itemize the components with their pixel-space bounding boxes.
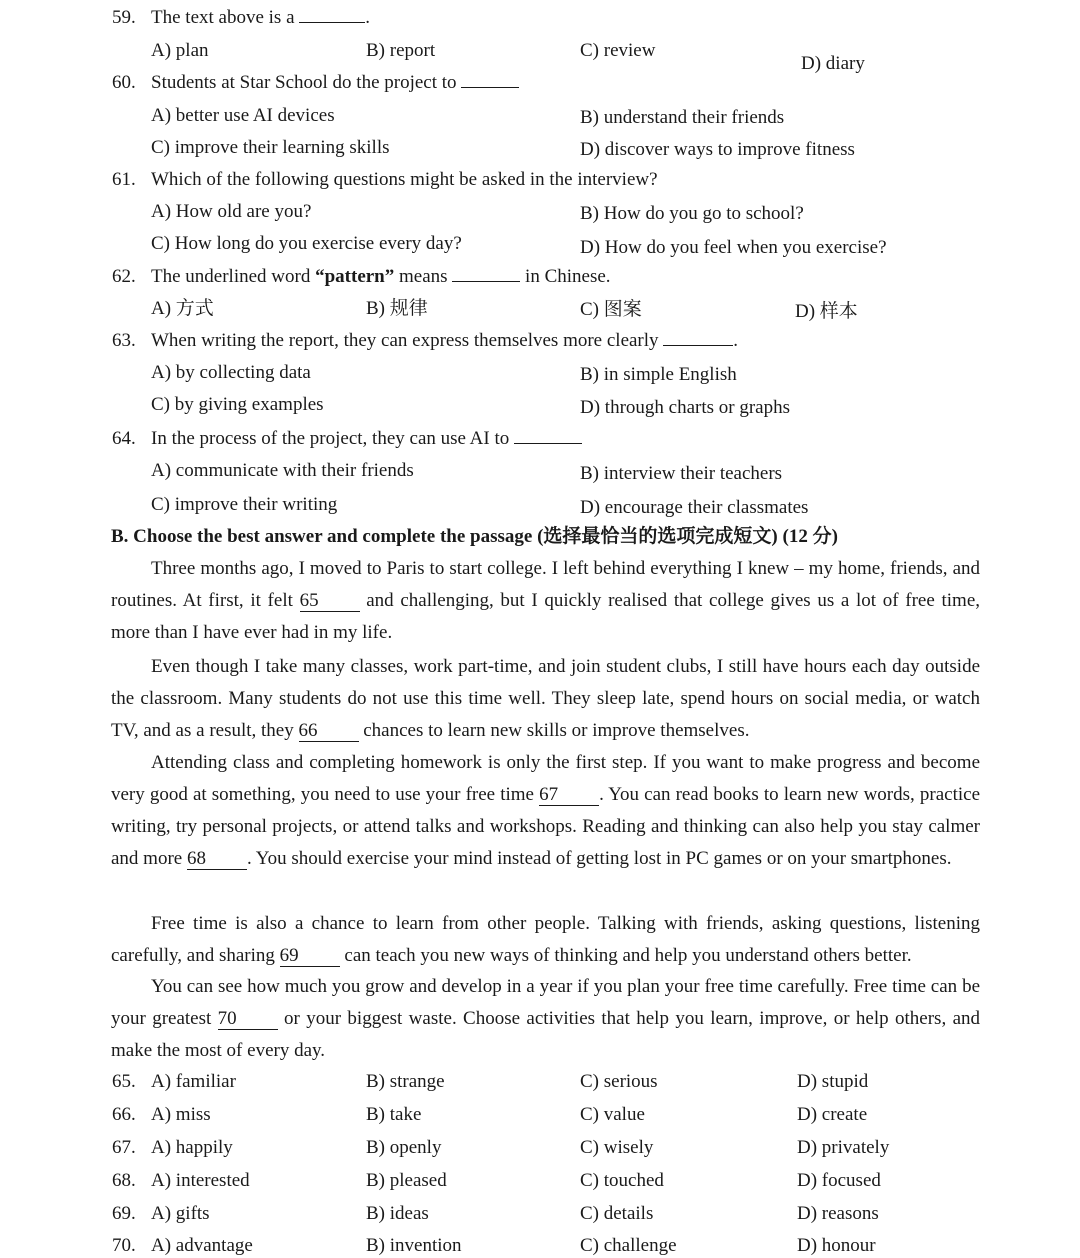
choice-number: 69. (112, 1203, 136, 1224)
option-a[interactable]: A) miss (151, 1104, 211, 1125)
stem-punctuation: . (733, 330, 739, 351)
option-c[interactable]: C) review (580, 40, 656, 61)
option-d[interactable]: D) reasons (797, 1203, 879, 1224)
option-c[interactable]: C) improve their writing (151, 494, 338, 515)
passage-text: Even though I take many classes, work part-time, and join student clubs, I still have hours each day outside the classroom. Many students do not use this time well. They sleep late, spend hours on social media, or watch TV, and as a result, they (111, 656, 980, 741)
answer-blank[interactable] (461, 87, 519, 88)
choice-number: 67. (112, 1137, 136, 1158)
question-number: 63. (112, 330, 136, 351)
option-b[interactable]: B) take (366, 1104, 422, 1125)
option-a[interactable]: A) familiar (151, 1071, 236, 1092)
passage-text: . You can read books to learn new words, practice writing, try personal projects, or attend talks and workshops. Reading and thinking can also help you stay calmer and more (111, 784, 980, 869)
option-a[interactable]: A) happily (151, 1137, 233, 1158)
passage-text: and challenging, but I quickly realised that college gives us a lot of free time, more than I have ever had in my life. (111, 590, 980, 643)
passage-text: Attending class and completing homework is only the first step. If you want to make progress and become very good at something, you need to use your free time (111, 752, 980, 805)
question-stem: Which of the following questions might be asked in the interview? (151, 169, 658, 190)
passage-blank-67[interactable]: 67 (539, 785, 599, 806)
passage-text: chances to learn new skills or improve themselves. (363, 720, 750, 741)
underlined-word: “pattern” (315, 266, 395, 287)
option-b[interactable]: B) ideas (366, 1203, 429, 1224)
question-stem (151, 329, 738, 353)
option-c[interactable]: C) 图案 (580, 299, 642, 320)
passage-paragraph-1 (111, 553, 980, 649)
option-d[interactable]: D) focused (797, 1170, 881, 1191)
choice-number: 70. (112, 1235, 136, 1256)
question-number: 59. (112, 7, 136, 28)
question-stem-text: When writing the report, they can express themselves more clearly (151, 330, 659, 351)
passage-blank-66[interactable]: 66 (299, 721, 359, 742)
option-b[interactable]: B) in simple English (580, 364, 737, 385)
question-number: 62. (112, 266, 136, 287)
passage-text: . You should exercise your mind instead of getting lost in PC games or on your smartphones. (246, 848, 952, 869)
answer-blank[interactable] (299, 22, 365, 23)
question-stem-text: in Chinese. (525, 266, 611, 287)
choice-number: 66. (112, 1104, 136, 1125)
option-d[interactable]: D) discover ways to improve fitness (580, 139, 855, 160)
question-stem-text: means (399, 266, 448, 287)
question-stem-text: The underlined word (151, 266, 311, 287)
question-number: 61. (112, 169, 136, 190)
question-stem (151, 71, 519, 95)
option-d[interactable]: D) diary (801, 53, 865, 74)
passage-paragraph-5 (111, 971, 980, 1067)
option-d[interactable]: D) encourage their classmates (580, 497, 809, 518)
section-b-heading: B. Choose the best answer and complete the passage (选择最恰当的选项完成短文) (12 分) (111, 526, 838, 547)
option-d[interactable]: D) through charts or graphs (580, 397, 791, 418)
option-d[interactable]: D) How do you feel when you exercise? (580, 237, 887, 258)
answer-blank[interactable] (663, 345, 733, 346)
option-b[interactable]: B) pleased (366, 1170, 447, 1191)
passage-text: or your biggest waste. Choose activities that help you learn, improve, or help others, and make the most of every day. (111, 1008, 981, 1061)
passage-text: can teach you new ways of thinking and help you understand others better. (344, 945, 912, 966)
question-stem (151, 265, 611, 289)
option-b[interactable]: B) report (366, 40, 436, 61)
option-c[interactable]: C) How long do you exercise every day? (151, 233, 462, 254)
option-b[interactable]: B) How do you go to school? (580, 203, 804, 224)
option-a[interactable]: A) by collecting data (151, 362, 311, 383)
passage-text: Three months ago, I moved to Paris to start college. I left behind everything I knew – my home, friends, and routines. At first, it felt (111, 558, 980, 611)
option-d[interactable]: D) 样本 (795, 301, 858, 322)
option-a[interactable]: A) gifts (151, 1203, 210, 1224)
option-d[interactable]: D) honour (797, 1235, 876, 1256)
option-a[interactable]: A) communicate with their friends (151, 460, 414, 481)
option-d[interactable]: D) privately (797, 1137, 890, 1158)
option-b[interactable]: B) openly (366, 1137, 442, 1158)
passage-text: You can see how much you grow and develop in a year if you plan your free time carefully. Free time can be your greatest (111, 976, 980, 1029)
question-stem-text: The text above is a (151, 7, 295, 28)
option-a[interactable]: A) How old are you? (151, 201, 312, 222)
option-c[interactable]: C) value (580, 1104, 645, 1125)
passage-text: Free time is also a chance to learn from other people. Talking with friends, asking questions, listening carefully, and sharing (111, 913, 980, 966)
option-b[interactable]: B) 规律 (366, 298, 428, 319)
option-d[interactable]: D) stupid (797, 1071, 869, 1092)
option-c[interactable]: C) serious (580, 1071, 658, 1092)
option-b[interactable]: B) invention (366, 1235, 462, 1256)
answer-blank[interactable] (514, 443, 582, 444)
passage-paragraph-2 (111, 651, 980, 747)
option-a[interactable]: A) better use AI devices (151, 105, 335, 126)
option-c[interactable]: C) improve their learning skills (151, 137, 390, 158)
question-stem-text: In the process of the project, they can use AI to (151, 428, 510, 449)
option-b[interactable]: B) strange (366, 1071, 445, 1092)
passage-blank-69[interactable]: 69 (280, 946, 340, 967)
option-a[interactable]: A) 方式 (151, 298, 214, 319)
passage-paragraph-3 (111, 747, 980, 875)
question-stem-text: Students at Star School do the project to (151, 72, 457, 93)
option-c[interactable]: C) touched (580, 1170, 664, 1191)
option-a[interactable]: A) plan (151, 40, 209, 61)
question-number: 64. (112, 428, 136, 449)
option-b[interactable]: B) understand their friends (580, 107, 785, 128)
question-stem (151, 6, 370, 30)
choice-number: 65. (112, 1071, 136, 1092)
answer-blank[interactable] (452, 281, 520, 282)
option-b[interactable]: B) interview their teachers (580, 463, 783, 484)
option-a[interactable]: A) interested (151, 1170, 250, 1191)
option-c[interactable]: C) wisely (580, 1137, 654, 1158)
question-stem (151, 427, 582, 451)
option-c[interactable]: C) by giving examples (151, 394, 324, 415)
option-d[interactable]: D) create (797, 1104, 868, 1125)
option-c[interactable]: C) challenge (580, 1235, 677, 1256)
option-c[interactable]: C) details (580, 1203, 654, 1224)
passage-blank-65[interactable]: 65 (300, 591, 360, 612)
passage-blank-68[interactable]: 68 (187, 849, 247, 870)
passage-paragraph-4 (111, 908, 980, 972)
stem-punctuation: . (365, 7, 371, 28)
choice-number: 68. (112, 1170, 136, 1191)
option-a[interactable]: A) advantage (151, 1235, 253, 1256)
passage-blank-70[interactable]: 70 (218, 1009, 278, 1030)
question-number: 60. (112, 72, 136, 93)
